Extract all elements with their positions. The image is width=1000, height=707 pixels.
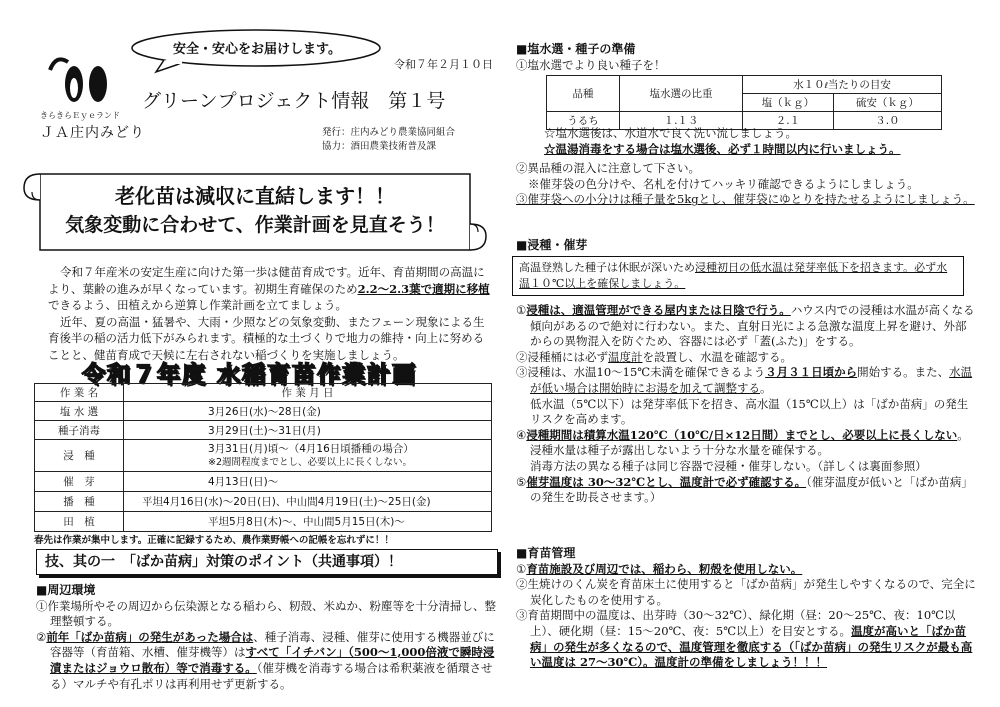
banner-line-2: 気象変動に合わせて、作業計画を見直そう！ [65, 214, 445, 236]
plan-header-date: 作 業 月 日 [124, 384, 492, 402]
soak-item-1-text: ハウス内での浸種は水温が高くなる傾向があるので絶対に行わない。また、直射日光による急激な温度上昇を避け、外部からの異物混入を防ぐため、容器には必ず「蓋(ふた)」をする。 [530, 303, 975, 349]
soak-item-4-text: 。浸種水量は種子が露出しないよう十分な水量を確保する。 [530, 427, 969, 458]
salt-notes [516, 126, 976, 208]
env-item-2-emph: すべて「イチバン」（500〜1,000倍液で瞬時浸漬またはジョウロ散布）等で消毒する。 [50, 645, 495, 675]
soak-item-3-note: 低水温（5℃以下）は発芽率低下を招き、高水温（15℃以上）は「ばか苗病」の発生リスクを高めます。 [530, 396, 969, 427]
newsletter-title: グリーンプロジェクト情報 第１号 [142, 90, 446, 112]
nursery-item-1 [516, 562, 976, 578]
nursery-item-3-emph: 温度が高いと「ばか苗病」の発生が多くなるので、温度管理を徹底する（「ばか苗病」の発生リスクが最も高い温度は 27〜30℃）。温度計の準備をしましょう！！！ [530, 623, 973, 670]
plan-row-name: 催 芽 [35, 472, 124, 492]
salt-guide-post: 当たりの目安 [827, 79, 891, 91]
soak-item-4 [516, 428, 976, 459]
cooperator: 協力：酒田農業技術普及課 [322, 141, 437, 152]
salt-header-kind: 品種 [547, 76, 620, 112]
salt-note-2: ☆温湯消毒をする場合は塩水選後、必ず１時間以内に行いましょう。 [544, 141, 901, 156]
plan-row-name: 田 植 [35, 512, 124, 532]
salt-note-1: ☆塩水選後は、水道水で良く洗い流しましょう。 [544, 126, 797, 140]
plan-row-name: 種子消毒 [35, 421, 124, 440]
intro-para-2: 近年、夏の高温・猛暑や、大雨・少照などの気象変動、またフェーン現象による生育後半の稲の活力低下がみられます。積極的な土づくりで地力の維持・向上に努めることと、健苗育成で天候に左右されない稲づくりを実施しましょう。 [48, 314, 485, 362]
soak-item-3 [516, 365, 976, 396]
env-item-2-text: 、種子消毒、浸種、催芽に使用する機器並びに容器等（育苗箱、水槽、催芽機等）は [50, 629, 495, 660]
ja-logo [40, 48, 120, 110]
plan-row-note: ※2週間程度までとし、必要以上に長くしない。 [208, 456, 413, 468]
salt-header-guide [743, 76, 942, 94]
org-name: ＪＡ庄内みどり [40, 125, 145, 141]
soak-box [512, 256, 964, 296]
plan-row-name: 浸 種 [35, 440, 124, 472]
soak-item-3-emph: ３月３１日頃から [765, 365, 858, 380]
soak-item-5-text: （催芽温度が低いと「ばか苗病」の発生を助長させます。） [530, 474, 973, 505]
plan-row-date: 平坦4月16日(水)〜20日(日)、中山間4月19日(土)〜25日(金) [124, 492, 492, 512]
plan-row-date: 3月31日(月)頃〜（4月16日頃播種の場合） [208, 442, 414, 455]
nursery-item-1-emph: 育苗施設及び周辺では、稲わら、籾殻を使用しない。 [526, 561, 803, 576]
soak-item-5-emph: 催芽温度は 30〜32℃とし、温度計で必ず確認する。 [526, 474, 807, 489]
plan-header-name: 作 業 名 [35, 384, 124, 402]
plan-footnote: 春先は作業が集中します。正確に記録するため、農作業野帳への記帳を忘れずに！！ [34, 535, 394, 546]
plan-row-date-cell [124, 440, 492, 472]
salt-header-ratio: 塩水選の比重 [620, 76, 743, 112]
salt-heading: ■塩水選・種子の準備 [516, 42, 636, 56]
plan-title: 令和７年度 水稲育苗作業計画 [82, 362, 418, 388]
salt-cell-ratio: １.１３ [620, 112, 743, 130]
intro-emphasis: 2.2〜2.3葉で適期に移植 [357, 281, 490, 296]
nursery-section [516, 546, 976, 671]
soak-item-1-num: ① [516, 303, 527, 317]
env-section [36, 583, 496, 692]
salt-guide-pre: 水１０ [793, 79, 825, 91]
banner-scroll [18, 164, 492, 260]
salt-item-2-note: ※催芽袋の色分けや、名札を付けてハッキリ確認できるようにしましょう。 [528, 176, 919, 191]
plan-table [34, 383, 492, 532]
speech-bubble [128, 26, 386, 74]
soak-item-2-text: を設置し、水温を確認する。 [642, 349, 792, 364]
salt-item-2: ②異品種の混入に注意して下さい。 [516, 161, 700, 176]
intro-text: 令和７年産米の安定生産に向けた第一歩は健苗育成です。近年、育苗期間の高温により、葉齢の進みが早くなっています。初期生育確保のため [48, 265, 485, 296]
plan-row-date: 4月13日(日)〜 [124, 472, 492, 492]
plan-row [35, 492, 492, 512]
nursery-heading: ■育苗管理 [516, 546, 576, 560]
plan-row-date: 3月29日(土)〜31日(月) [124, 421, 492, 440]
salt-header-sulfate: 硫安（ｋｇ） [833, 94, 941, 112]
soak-item-5-num: ⑤ [516, 474, 527, 489]
technique-heading: 技、其の一 「ばか苗病」対策のポイント（共通事項）！ [36, 549, 498, 575]
env-item-2 [36, 630, 496, 692]
plan-row [35, 512, 492, 532]
soak-item-3-emph: 水温が低い場合は開始時にお湯を加えて調整する [530, 365, 973, 395]
soak-item-2-text: ②浸種桶には必ず [516, 349, 608, 364]
plan-row-name: 塩 水 選 [35, 402, 124, 421]
plan-row [35, 472, 492, 492]
issue-date: 令和７年２月１０日 [394, 58, 493, 71]
soak-heading: ■浸種・催芽 [516, 238, 588, 252]
nursery-item-1-num: ① [516, 561, 527, 576]
salt-guide-unit: ℓ [824, 81, 828, 90]
soak-item-5 [516, 475, 976, 506]
soak-item-3-text: ③浸種は、水温10〜15℃未満を確保できるよう [516, 365, 766, 380]
soak-box-text: 高温登熟した種子は休眠が深いため [519, 261, 695, 274]
soak-item-2-emph: 温度計 [608, 349, 643, 364]
intro [48, 264, 494, 363]
salt-cell-salt: ２.１ [743, 112, 834, 130]
nursery-item-3 [516, 608, 976, 670]
soak-item-4-note: 消毒方法の異なる種子は同じ容器で浸種・催芽しない。（詳しくは裏面参照） [530, 458, 927, 473]
soak-item-3-text: 開始する。また、 [857, 365, 950, 380]
salt-table [546, 75, 942, 130]
soak-item-3-text: 。 [760, 380, 772, 395]
plan-row-date: 平坦5月8日(木)〜、中山間5月15日(木)〜 [124, 512, 492, 532]
plan-row-name: 播 種 [35, 492, 124, 512]
soak-items [516, 303, 976, 506]
soak-item-1 [516, 303, 976, 350]
plan-row [35, 421, 492, 440]
nursery-item-2: ②生焼けのくん炭を育苗床土に使用すると「ばか苗病」が発生しやすくなるので、完全に炭化したものを使用する。 [516, 577, 976, 607]
salt-header-salt: 塩（ｋｇ） [743, 94, 834, 112]
soak-item-1-emph: 浸種は、適温管理ができる屋内または日陰で行う。 [526, 303, 791, 317]
plan-row [35, 402, 492, 421]
banner-line-1: 老化苗は減収に直結します！！ [115, 184, 395, 208]
intro-text: できるよう、田植えから逆算し作業計画を立てましょう。 [48, 298, 347, 312]
soak-item-4-emph: 浸種期間は積算水温120℃（10℃/日×12日間）までとし、必要以上に長くしない [526, 427, 958, 442]
nursery-item-3-text: ③育苗期間中の温度は、出芽時（30〜32℃）、緑化期（昼：20〜25℃、夜：10℃以上）、硬化期（昼：15〜20℃、夜：5℃以上）を目安とする。 [516, 608, 956, 638]
salt-section [516, 42, 976, 73]
env-heading: ■周辺環境 [36, 583, 96, 597]
salt-item-1: ①塩水選でより良い種子を！ [516, 57, 666, 72]
logo-tagline: きらきらＥｙｅランド [40, 111, 120, 120]
issuer: 発行：庄内みどり農業協同組合 [322, 127, 456, 138]
env-item-1: ①作業場所やその周辺から伝染源となる稲わら、籾殻、米ぬか、粉塵等を十分清掃し、整理整頓する。 [36, 598, 496, 629]
soak-item-4-num: ④ [516, 427, 527, 442]
soak-box-emph: 浸種初日の低水温は発芽率低下を招きます。必ず水温１０℃以上を確保しましょう。 [519, 261, 948, 290]
salt-item-3: ③催芽袋への小分けは種子量を5kgとし、催芽袋にゆとりを持たせるようにしましょう。 [516, 192, 975, 207]
plan-row [35, 440, 492, 472]
plan-row-date: 3月26日(水)〜28日(金) [124, 402, 492, 421]
env-item-2-num: ② [36, 629, 47, 644]
env-item-2-emph: 前年「ばか苗病」の発生があった場合は [46, 629, 254, 644]
salt-cell-kind: うるち [547, 112, 620, 130]
env-item-2-text: （催芽機を消毒する場合は希釈薬液を循環させる）マルチや有孔ポリは再利用せず更新する。 [50, 660, 493, 691]
soak-item-2 [516, 350, 976, 366]
bubble-text: 安全・安心をお届けします。 [173, 42, 341, 57]
salt-cell-sulfate: ３.０ [833, 112, 941, 130]
intro-para-1 [48, 264, 494, 314]
